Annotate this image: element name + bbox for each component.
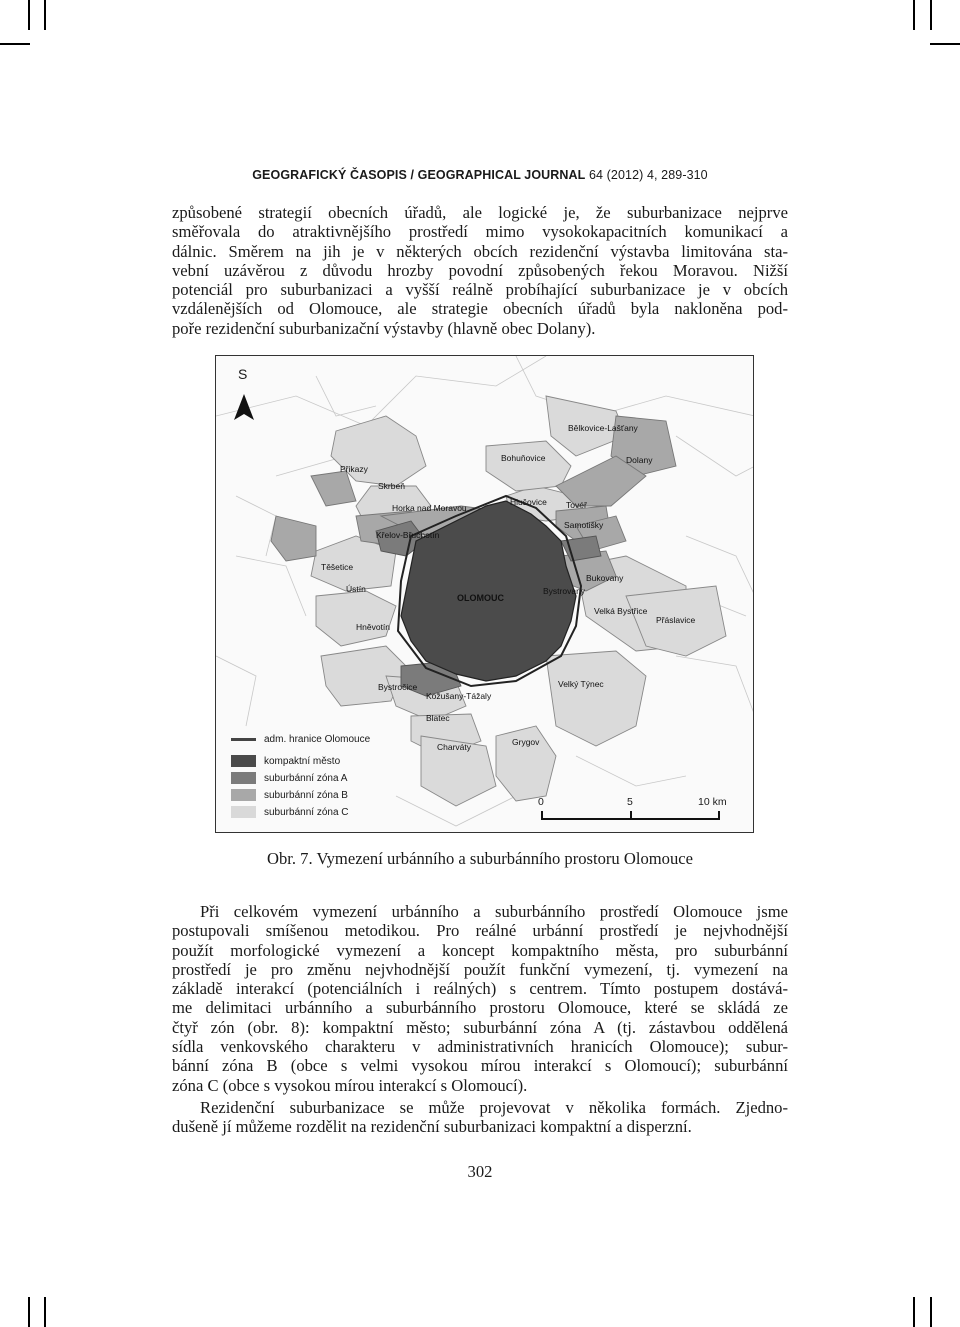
legend-swatch (231, 789, 256, 801)
paragraph-top (172, 203, 788, 338)
text-line: poře rezidenční suburbanizační výstavby (hlavně obec Dolany). (172, 318, 596, 338)
text-line: dušeně jí můžeme rozdělit na rezidenční suburbanizaci kompaktní a disperzní. (172, 1117, 692, 1137)
north-arrow (230, 366, 260, 420)
text-line: Rezidenční suburbanizace se může projevovat v několika formách. Zjedno- (200, 1098, 788, 1117)
municipality-label: Bělkovice-Lašťany (568, 423, 638, 433)
text-line: postupovali smíšenou metodikou. Pro reálné urbánní prostředí je nejvhodnější (172, 921, 788, 941)
paragraph-bottom-2 (172, 1098, 788, 1137)
scale-label: 5 (627, 796, 633, 808)
map-figure (215, 355, 754, 833)
legend-label: suburbánní zóna B (264, 789, 348, 801)
scale-tick (541, 811, 543, 820)
municipality-label: Ústín (346, 584, 366, 594)
crop-mark (930, 0, 932, 30)
text-line: me delimitaci urbánního a suburbánního prostoru Olomouce, které se skládá ze (172, 998, 788, 1018)
text-line: vzdálenějších od Olomouce, ale strategie obecních úřadů byla nakloněna pod- (172, 299, 788, 319)
north-letter: S (238, 366, 248, 382)
legend-item (231, 788, 348, 802)
north-arrow-icon (230, 366, 260, 420)
text-line: použít morfologické vymezení a koncept kompaktního města, pro suburbánní (172, 940, 788, 960)
legend-label: suburbánní zóna A (264, 772, 348, 784)
journal-title: GEOGRAFICKÝ ČASOPIS / GEOGRAPHICAL JOURNAL (252, 168, 586, 182)
legend-swatch (231, 772, 256, 784)
municipality-label: Hlušovice (510, 497, 547, 507)
municipality-label: Kožušany-Tážaly (426, 691, 492, 701)
scale-tick (630, 811, 632, 820)
text-line: potenciál pro suburbanizaci a vyšší reálně probíhající suburbanizace je v obcích (172, 280, 788, 300)
municipality-label: Samotišky (564, 520, 604, 530)
text-line: bánní zóna B (obce s velmi vysokou mírou interakcí s Olomoucí); suburbánní (172, 1056, 788, 1076)
scale-label: 10 km (698, 796, 727, 808)
journal-issue: 64 (2012) 4, 289-310 (588, 168, 708, 182)
legend-item (231, 754, 340, 768)
text-line: čtyř zón (obr. 8): kompaktní město; suburbánní zóna A (tj. zástavbou oddělená (172, 1017, 788, 1037)
municipality-label: Blatec (426, 713, 450, 723)
scale-label: 0 (538, 796, 544, 808)
running-header (0, 168, 960, 182)
crop-mark (28, 0, 30, 30)
text-line: Při celkovém vymezení urbánního a suburbánního prostředí Olomouce jsme (200, 902, 788, 921)
text-line: způsobené strategií obecních úřadů, ale logické je, že suburbanizace nejprve (172, 203, 788, 222)
municipality-label: Charváty (437, 742, 472, 752)
municipality-label: Horka nad Moravou (392, 503, 467, 513)
boundary-line-swatch (231, 738, 256, 741)
crop-mark (0, 43, 30, 45)
municipality-label: Přáslavice (656, 615, 696, 625)
legend-label: suburbánní zóna C (264, 806, 349, 818)
municipality-label: Bystrovany (543, 586, 586, 596)
municipality-label: Křelov-Břuchotín (376, 530, 440, 540)
text-line: vební uzávěrou z důvodu hrozby povodní způsobených řekou Moravou. Nižší (172, 260, 788, 280)
city-label: OLOMOUC (457, 593, 504, 603)
scale-bar (536, 796, 746, 826)
municipality-label: Velká Bystřice (594, 606, 648, 616)
figure-caption: Obr. 7. Vymezení urbánního a suburbánního prostoru Olomouce (267, 849, 693, 868)
municipality-label: Skrbeň (378, 481, 405, 491)
municipality-label: Velký Týnec (558, 679, 604, 689)
crop-mark (930, 1297, 932, 1327)
legend-swatch (231, 806, 256, 818)
text-line: směřovala do atraktivnějšího prostředí mimo vysokokapacitních komunikací a (172, 222, 788, 242)
legend-label: adm. hranice Olomouce (264, 733, 371, 745)
text-line: zóna C (obce s vysokou mírou interakcí s Olomoucí). (172, 1075, 528, 1095)
crop-mark (44, 0, 46, 30)
scale-tick (718, 811, 720, 820)
municipality-label: Bystročice (378, 682, 418, 692)
municipality-label: Bukovany (586, 573, 624, 583)
legend-boundary (231, 732, 370, 746)
text-line: sídla venkovského charakteru v administrativních hranicích Olomouce); subur- (172, 1037, 788, 1057)
crop-mark (28, 1297, 30, 1327)
crop-mark (44, 1297, 46, 1327)
text-line: základě interakcí (potenciálních i reálných) s centrem. Tímto postupem dostává- (172, 979, 788, 999)
legend-swatch (231, 755, 256, 767)
municipality-label: Tovéř (566, 500, 587, 510)
municipality-label: Přikazy (340, 464, 368, 474)
municipality-label: Hněvotín (356, 622, 391, 632)
crop-mark (913, 1297, 915, 1327)
crop-mark (913, 0, 915, 30)
municipality-label: Dolany (626, 455, 653, 465)
crop-mark (930, 43, 960, 45)
municipality-label: Těšetice (321, 562, 354, 572)
page-number: 302 (467, 1162, 493, 1181)
text-line: dálnic. Směrem na jih je v některých obcích rezidenční výstavba limitována sta- (172, 241, 788, 261)
paragraph-bottom-1 (172, 902, 788, 1095)
legend-item (231, 805, 349, 819)
text-line: prostředí je pro změnu nejvhodnější použít funkční vymezení, tj. vymezení na (172, 959, 788, 979)
municipality-label: Grygov (512, 737, 540, 747)
legend-item (231, 771, 347, 785)
municipality-label: Bohuňovice (501, 453, 546, 463)
legend-label: kompaktní město (264, 755, 341, 767)
